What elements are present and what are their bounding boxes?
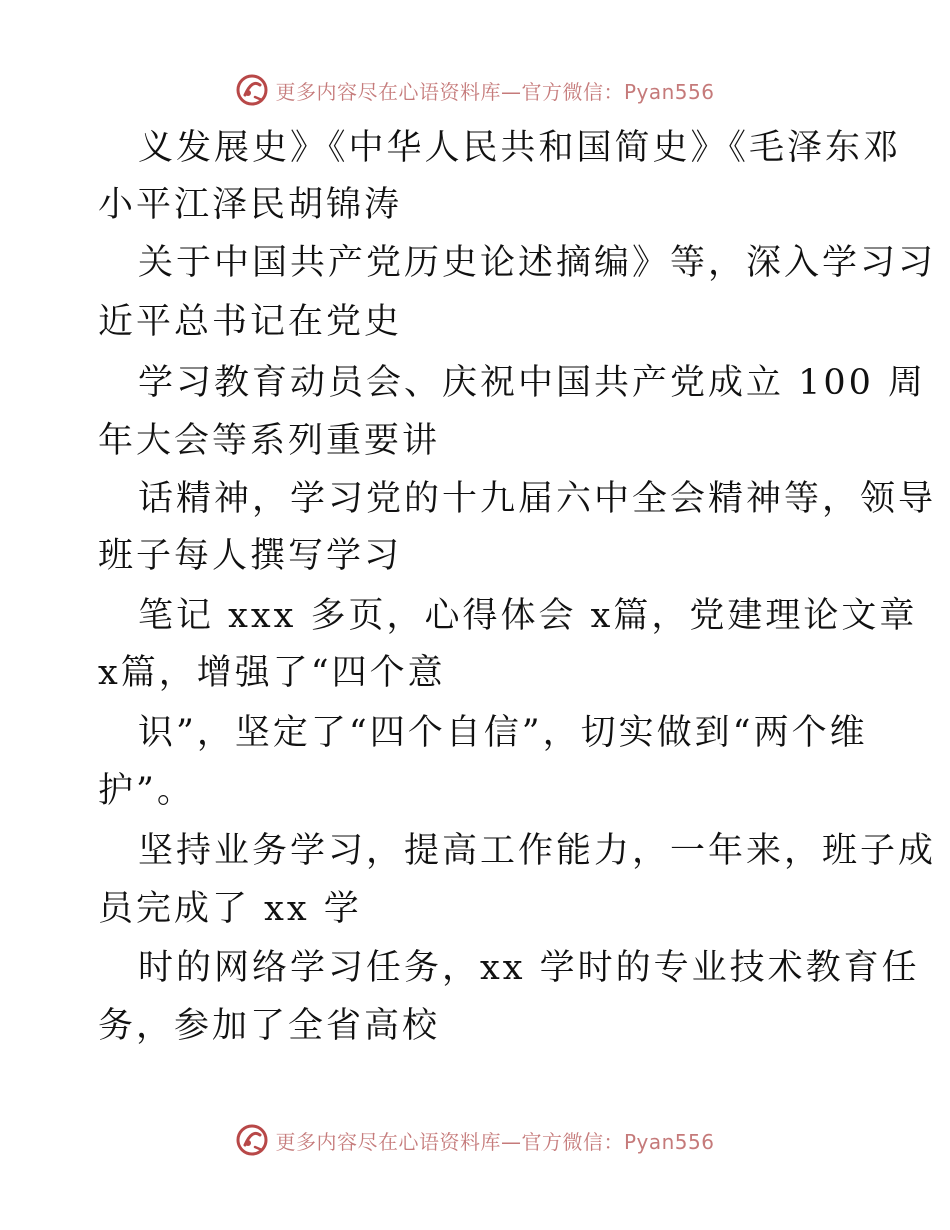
text-line: 识”，坚定了“四个自信”，切实做到“两个维 [138, 713, 868, 753]
text-line: 年大会等系列重要讲 [98, 421, 441, 461]
text-line: 护”。 [98, 771, 195, 811]
text-line: 务，参加了全省高校 [98, 1006, 441, 1046]
text-line: 小平江泽民胡锦涛 [98, 185, 403, 225]
text-line: 坚持业务学习，提高工作能力，一年来，班子成 [138, 831, 937, 871]
text-line: 班子每人撰写学习 [98, 536, 403, 576]
text-line: x篇，增强了“四个意 [98, 653, 446, 693]
text-line: 近平总书记在党史 [98, 302, 403, 342]
text-line: 笔记 xxx 多页，心得体会 x篇，党建理论文章 [138, 596, 918, 636]
watermark-text: 更多内容尽在心语资料库—官方微信：Pyan556 [275, 1129, 715, 1154]
text-line: 学习教育动员会、庆祝中国共产党成立 100 周 [138, 363, 927, 403]
watermark-text: 更多内容尽在心语资料库—官方微信：Pyan556 [275, 79, 715, 104]
header-watermark [0, 70, 950, 110]
text-line: 话精神，学习党的十九届六中全会精神等，领导 [138, 479, 937, 519]
text-line: 时的网络学习任务，xx 学时的专业技术教育任 [138, 948, 920, 988]
footer-watermark [0, 1120, 950, 1160]
text-line: 员完成了 xx 学 [98, 889, 362, 929]
text-line: 义发展史》《中华人民共和国简史》《毛泽东邓 [138, 128, 902, 168]
brand-logo-icon [235, 1123, 269, 1157]
brand-logo-icon [235, 73, 269, 107]
text-line: 关于中国共产党历史论述摘编》等，深入学习习 [138, 243, 937, 283]
